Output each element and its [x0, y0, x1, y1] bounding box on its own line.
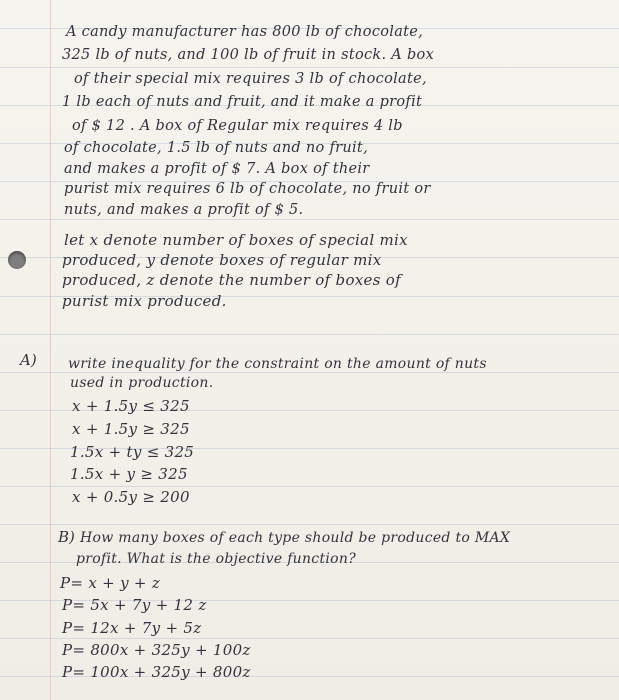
part-a-question-line: write inequality for the constraint on the amount of nuts	[68, 356, 487, 372]
part-b-question-line: profit. What is the objective function?	[76, 551, 357, 567]
part-b-answer: P= 100x + 325y + 800z	[62, 663, 251, 681]
ruled-line	[0, 486, 619, 487]
binder-hole	[8, 251, 26, 269]
part-b-question-line: How many boxes of each type should be produced to MAX	[80, 530, 511, 546]
definition-line: let x denote number of boxes of special mix	[64, 231, 408, 249]
part-b-answer: P= 5x + 7y + 12 z	[62, 596, 207, 614]
part-b-answer: P= x + y + z	[60, 574, 161, 592]
problem-line: nuts, and makes a profit of $ 5.	[64, 202, 304, 218]
part-a-answer: x + 0.5y ≥ 200	[72, 488, 190, 506]
definition-line: produced, y denote boxes of regular mix	[62, 251, 382, 269]
ruled-line	[0, 334, 619, 335]
problem-line: and makes a profit of $ 7. A box of their	[64, 161, 370, 177]
part-a-answer: x + 1.5y ≥ 325	[72, 420, 190, 438]
part-b-label: B)	[58, 528, 75, 546]
ruled-line	[0, 67, 619, 68]
problem-line: 325 lb of nuts, and 100 lb of fruit in stock. A box	[62, 47, 435, 63]
problem-line: of their special mix requires 3 lb of chocolate,	[74, 71, 427, 87]
ruled-line	[0, 638, 619, 639]
definition-line: produced, z denote the number of boxes of	[62, 271, 401, 289]
part-a-label: A)	[20, 351, 37, 369]
part-b-answer: P= 12x + 7y + 5z	[62, 619, 202, 637]
part-a-question-line: used in production.	[70, 375, 214, 391]
part-a-answer: 1.5x + y ≥ 325	[70, 465, 188, 483]
part-a-answer: 1.5x + ty ≤ 325	[70, 443, 195, 461]
problem-line: A candy manufacturer has 800 lb of chocolate,	[66, 24, 424, 40]
part-a-answer: x + 1.5y ≤ 325	[72, 397, 190, 415]
part-b-answer: P= 800x + 325y + 100z	[62, 641, 251, 659]
ruled-line	[0, 524, 619, 525]
problem-line: purist mix requires 6 lb of chocolate, no fruit or	[64, 181, 431, 197]
problem-line: of $ 12 . A box of Regular mix requires 4 lb	[72, 118, 403, 134]
ruled-line	[0, 219, 619, 220]
definition-line: purist mix produced.	[62, 292, 227, 310]
ruled-line	[0, 372, 619, 373]
problem-line: of chocolate, 1.5 lb of nuts and no fruit,	[64, 140, 368, 156]
problem-line: 1 lb each of nuts and fruit, and it make a profit	[62, 94, 423, 110]
